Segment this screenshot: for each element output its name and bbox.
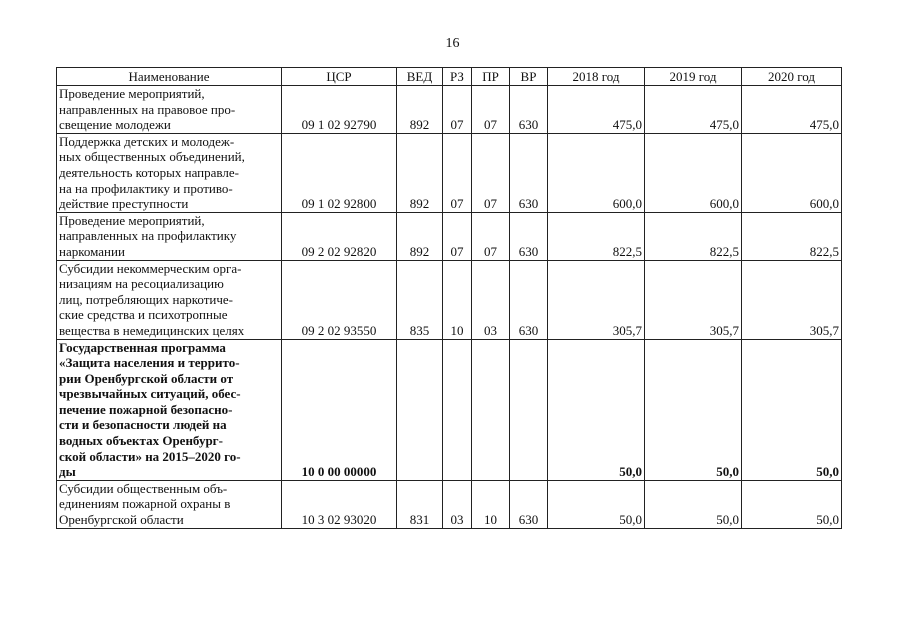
- cell-2018: 822,5: [548, 212, 645, 260]
- header-row: [57, 68, 842, 86]
- page-number: 16: [445, 36, 460, 51]
- cell-2019: 822,5: [645, 212, 742, 260]
- cell-ved: 892: [397, 133, 443, 212]
- name-line: ных общественных объединений,: [59, 149, 245, 165]
- cell-pr: 07: [472, 212, 510, 260]
- cell-csr: 09 2 02 93550: [282, 260, 397, 339]
- name-line: направленных на правовое про-: [59, 101, 236, 117]
- cell-csr: 09 2 02 92820: [282, 212, 397, 260]
- cell-csr: 10 3 02 93020: [282, 480, 397, 528]
- name-line: водных объектах Оренбург-: [59, 433, 223, 449]
- header-rz: РЗ: [443, 68, 472, 86]
- cell-csr: 10 0 00 00000: [282, 339, 397, 480]
- cell-2019: 305,7: [645, 260, 742, 339]
- cell-ved: [397, 339, 443, 480]
- cell-csr: 09 1 02 92800: [282, 133, 397, 212]
- header-ved: ВЕД: [397, 68, 443, 86]
- cell-ved: 831: [397, 480, 443, 528]
- header-name: Наименование: [57, 68, 282, 86]
- name-line: вещества в немедицинских целях: [59, 322, 245, 338]
- name-line: ской области» на 2015–2020 го-: [59, 448, 241, 464]
- cell-csr: 09 1 02 92790: [282, 86, 397, 134]
- cell-pr: 03: [472, 260, 510, 339]
- name-line: Государственная программа: [59, 339, 226, 355]
- cell-vr: 630: [510, 86, 548, 134]
- cell-rz: 10: [443, 260, 472, 339]
- table-row: [57, 260, 842, 339]
- name-line: «Защита населения и террито-: [59, 355, 240, 371]
- name-line: Оренбургской области: [59, 512, 184, 528]
- cell-2018: 50,0: [548, 339, 645, 480]
- cell-ved: 892: [397, 86, 443, 134]
- cell-rz: 07: [443, 212, 472, 260]
- name-line: ды: [59, 464, 76, 480]
- cell-2018: 475,0: [548, 86, 645, 134]
- cell-pr: 07: [472, 86, 510, 134]
- cell-name: [57, 133, 282, 212]
- table-row: [57, 339, 842, 480]
- cell-name: [57, 339, 282, 480]
- cell-pr: 07: [472, 133, 510, 212]
- name-line: лиц, потребляющих наркотиче-: [59, 291, 233, 307]
- cell-2020: 50,0: [742, 480, 842, 528]
- name-line: Субсидии некоммерческим орга-: [59, 260, 242, 276]
- header-2020: 2020 год: [742, 68, 842, 86]
- name-line: чрезвычайных ситуаций, обес-: [59, 386, 241, 402]
- cell-vr: 630: [510, 260, 548, 339]
- cell-rz: [443, 339, 472, 480]
- cell-2020: 822,5: [742, 212, 842, 260]
- name-line: наркомании: [59, 243, 125, 259]
- cell-rz: 07: [443, 86, 472, 134]
- name-line: Субсидии общественным объ-: [59, 480, 228, 496]
- name-line: деятельность которых направле-: [59, 164, 239, 180]
- name-line: Проведение мероприятий,: [59, 86, 205, 101]
- name-line: сти и безопасности людей на: [59, 417, 227, 433]
- name-line: действие преступности: [59, 196, 189, 212]
- cell-rz: 07: [443, 133, 472, 212]
- name-line: на на профилактику и противо-: [59, 180, 233, 196]
- name-line: направленных на профилактику: [59, 228, 237, 244]
- name-line: рии Оренбургской области от: [59, 370, 234, 386]
- cell-pr: 10: [472, 480, 510, 528]
- cell-name: [57, 480, 282, 528]
- cell-ved: 892: [397, 212, 443, 260]
- table-body: [57, 86, 842, 529]
- cell-2020: 305,7: [742, 260, 842, 339]
- table-row: [57, 480, 842, 528]
- cell-2020: 475,0: [742, 86, 842, 134]
- cell-vr: 630: [510, 133, 548, 212]
- header-2019: 2019 год: [645, 68, 742, 86]
- budget-table: [56, 67, 842, 529]
- header-pr: ПР: [472, 68, 510, 86]
- cell-2018: 50,0: [548, 480, 645, 528]
- cell-vr: 630: [510, 212, 548, 260]
- cell-2018: 600,0: [548, 133, 645, 212]
- table-row: [57, 86, 842, 134]
- cell-vr: [510, 339, 548, 480]
- cell-2020: 600,0: [742, 133, 842, 212]
- name-line: Поддержка детских и молодеж-: [59, 133, 235, 149]
- name-line: единениям пожарной охраны в: [59, 496, 231, 512]
- cell-2019: 475,0: [645, 86, 742, 134]
- cell-pr: [472, 339, 510, 480]
- cell-2019: 50,0: [645, 480, 742, 528]
- table-row: [57, 133, 842, 212]
- name-line: Проведение мероприятий,: [59, 212, 205, 228]
- cell-vr: 630: [510, 480, 548, 528]
- cell-2020: 50,0: [742, 339, 842, 480]
- cell-ved: 835: [397, 260, 443, 339]
- header-2018: 2018 год: [548, 68, 645, 86]
- name-line: низациям на ресоциализацию: [59, 276, 224, 292]
- cell-2019: 50,0: [645, 339, 742, 480]
- cell-name: [57, 86, 282, 134]
- name-line: печение пожарной безопасно-: [59, 401, 233, 417]
- cell-name: [57, 260, 282, 339]
- name-line: ские средства и психотропные: [59, 307, 228, 323]
- name-line: свещение молодежи: [59, 117, 171, 133]
- cell-2018: 305,7: [548, 260, 645, 339]
- header-csr: ЦСР: [282, 68, 397, 86]
- header-vr: ВР: [510, 68, 548, 86]
- cell-2019: 600,0: [645, 133, 742, 212]
- cell-rz: 03: [443, 480, 472, 528]
- table-row: [57, 212, 842, 260]
- cell-name: [57, 212, 282, 260]
